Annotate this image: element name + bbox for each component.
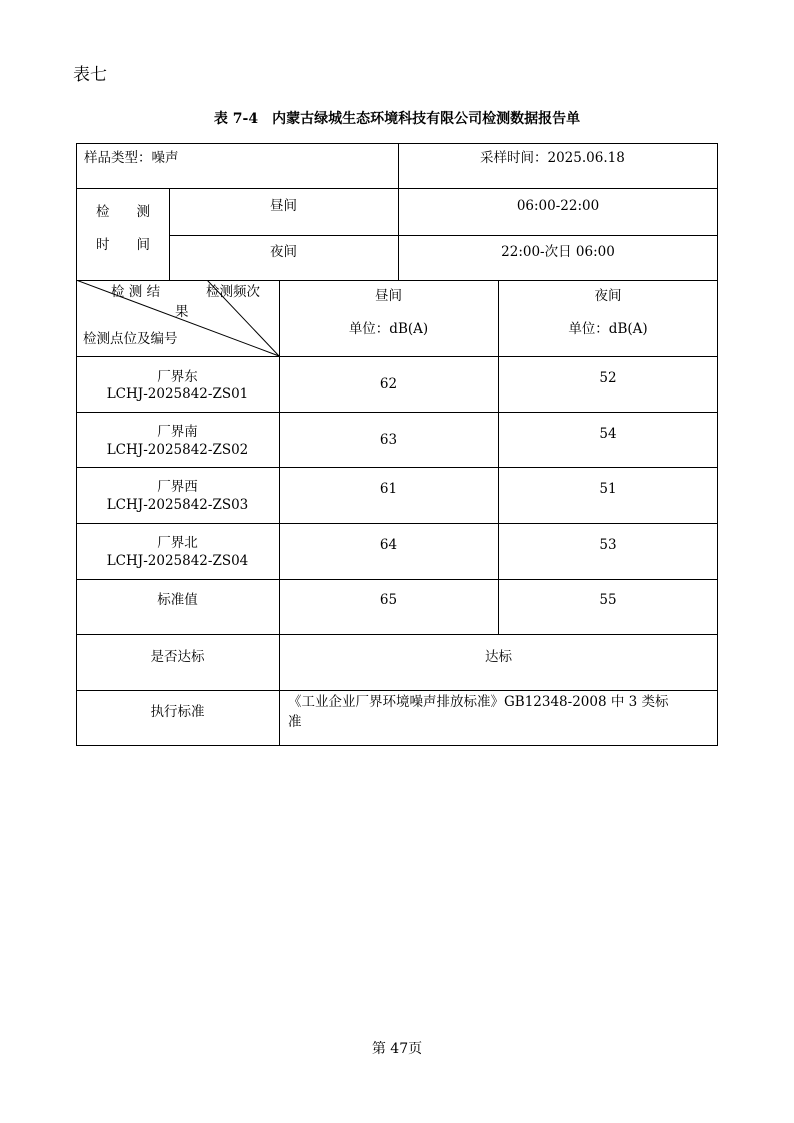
row-divider (169, 235, 718, 236)
point-name: 厂界北 (157, 535, 198, 551)
page-number: 第 47页 (371, 1041, 423, 1057)
diag-frequency-label: 检测频次 (206, 284, 260, 300)
sampling-time: 采样时间：2025.06.18 (480, 150, 625, 166)
caption-number: 表 7-4 (213, 111, 259, 127)
day-time-value: 06:00-22:00 (516, 198, 600, 214)
diag-result-label: 检 测 结 (111, 284, 161, 300)
col-header-night-unit: 单位：dB(A) (568, 321, 648, 337)
caption-title: 内蒙古绿城生态环境科技有限公司检测数据报告单 (272, 111, 581, 127)
night-value: 53 (599, 537, 617, 553)
exec-standard-value-line1: 《工业企业厂界环境噪声排放标准》GB12348-2008 中 3 类标 (288, 694, 669, 710)
point-code: LCHJ-2025842-ZS03 (106, 497, 249, 513)
row-divider (76, 412, 718, 413)
page-label: 表七 (73, 65, 107, 85)
point-name: 厂界西 (157, 479, 198, 495)
compliance-label: 是否达标 (150, 649, 205, 665)
day-value: 63 (379, 432, 398, 448)
exec-standard-label: 执行标准 (150, 704, 205, 720)
day-label: 昼间 (270, 198, 297, 214)
point-name: 厂界东 (157, 369, 198, 385)
night-time-value: 22:00-次日 06:00 (501, 244, 615, 260)
night-label: 夜间 (270, 244, 297, 260)
col-divider (398, 143, 399, 188)
point-name: 厂界南 (157, 424, 198, 440)
row-divider (76, 634, 718, 635)
standard-night-value: 55 (599, 592, 617, 608)
night-value: 54 (599, 426, 617, 442)
standard-day-value: 65 (379, 592, 398, 608)
detect-time-label-2: 时 间 (96, 237, 150, 253)
table-caption (0, 108, 794, 128)
day-value: 61 (379, 481, 398, 497)
night-value: 51 (599, 481, 617, 497)
night-value: 52 (599, 370, 617, 386)
detect-time-label-1: 检 测 (96, 204, 150, 220)
day-value: 64 (379, 537, 398, 553)
diag-result-label-2: 果 (175, 304, 189, 320)
row-divider (76, 690, 718, 691)
row-divider (76, 579, 718, 580)
diag-point-label: 检测点位及编号 (83, 331, 178, 347)
sample-type: 样品类型：噪声 (84, 150, 179, 166)
standard-label: 标准值 (157, 592, 198, 608)
col-header-day-unit: 单位：dB(A) (348, 321, 429, 337)
exec-standard-value-line2: 准 (288, 714, 302, 730)
row-divider (76, 523, 718, 524)
compliance-value: 达标 (485, 649, 512, 665)
row-divider (76, 467, 718, 468)
point-code: LCHJ-2025842-ZS01 (106, 386, 249, 402)
col-header-night: 夜间 (594, 288, 622, 304)
col-header-day: 昼间 (375, 288, 402, 304)
row-divider (76, 188, 718, 189)
point-code: LCHJ-2025842-ZS02 (106, 442, 249, 458)
point-code: LCHJ-2025842-ZS04 (106, 553, 249, 569)
day-value: 62 (379, 376, 398, 392)
